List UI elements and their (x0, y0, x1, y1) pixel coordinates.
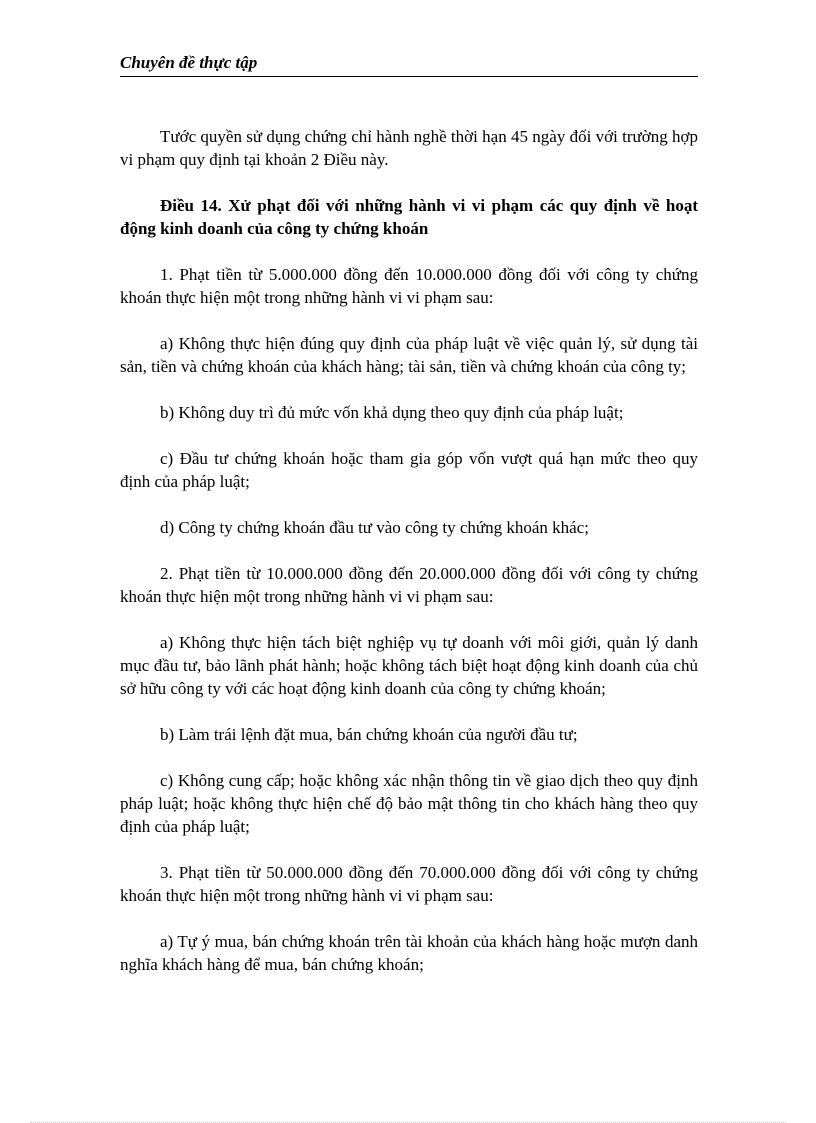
clause-1a: a) Không thực hiện đúng quy định của pháp luật về việc quản lý, sử dụng tài sản, tiền và chứng khoán của khách hàng; tài sản, tiền và chứng khoán của công ty; (120, 334, 698, 376)
paragraph-revocation: Tước quyền sử dụng chứng chỉ hành nghề thời hạn 45 ngày đối với trường hợp vi phạm quy định tại khoản 2 Điều này. (120, 127, 698, 169)
header-title: Chuyên đề thực tập (120, 53, 258, 72)
article-14-heading: Điều 14. Xử phạt đối với những hành vi vi phạm các quy định về hoạt động kinh doanh của công ty chứng khoán (120, 196, 698, 238)
clause-2a: a) Không thực hiện tách biệt nghiệp vụ tự doanh với môi giới, quản lý danh mục đầu tư, bảo lãnh phát hành; hoặc không tách biệt hoạt động kinh doanh của chủ sở hữu công ty với các hoạt động kinh doanh của công ty chứng khoán; (120, 633, 698, 698)
clause-3a: a) Tự ý mua, bán chứng khoán trên tài khoản của khách hàng hoặc mượn danh nghĩa khách hàng để mua, bán chứng khoán; (120, 932, 698, 974)
clause-3: 3. Phạt tiền từ 50.000.000 đồng đến 70.000.000 đồng đối với công ty chứng khoán thực hiện một trong những hành vi vi phạm sau: (120, 863, 698, 905)
clause-1: 1. Phạt tiền từ 5.000.000 đồng đến 10.000.000 đồng đối với công ty chứng khoán thực hiện một trong những hành vi vi phạm sau: (120, 265, 698, 307)
document-body (120, 125, 698, 999)
clause-1b: b) Không duy trì đủ mức vốn khả dụng theo quy định của pháp luật; (160, 403, 624, 422)
clause-1c: c) Đầu tư chứng khoán hoặc tham gia góp vốn vượt quá hạn mức theo quy định của pháp luật; (120, 449, 698, 491)
page-header (120, 52, 698, 77)
clause-1d: d) Công ty chứng khoán đầu tư vào công ty chứng khoán khác; (160, 518, 589, 537)
clause-2: 2. Phạt tiền từ 10.000.000 đồng đến 20.000.000 đồng đối với công ty chứng khoán thực hiện một trong những hành vi vi phạm sau: (120, 564, 698, 606)
clause-2b: b) Làm trái lệnh đặt mua, bán chứng khoán của người đầu tư; (160, 725, 578, 744)
clause-2c: c) Không cung cấp; hoặc không xác nhận thông tin về giao dịch theo quy định pháp luật; hoặc không thực hiện chế độ bảo mật thông tin cho khách hàng theo quy định của pháp luật; (120, 771, 698, 836)
